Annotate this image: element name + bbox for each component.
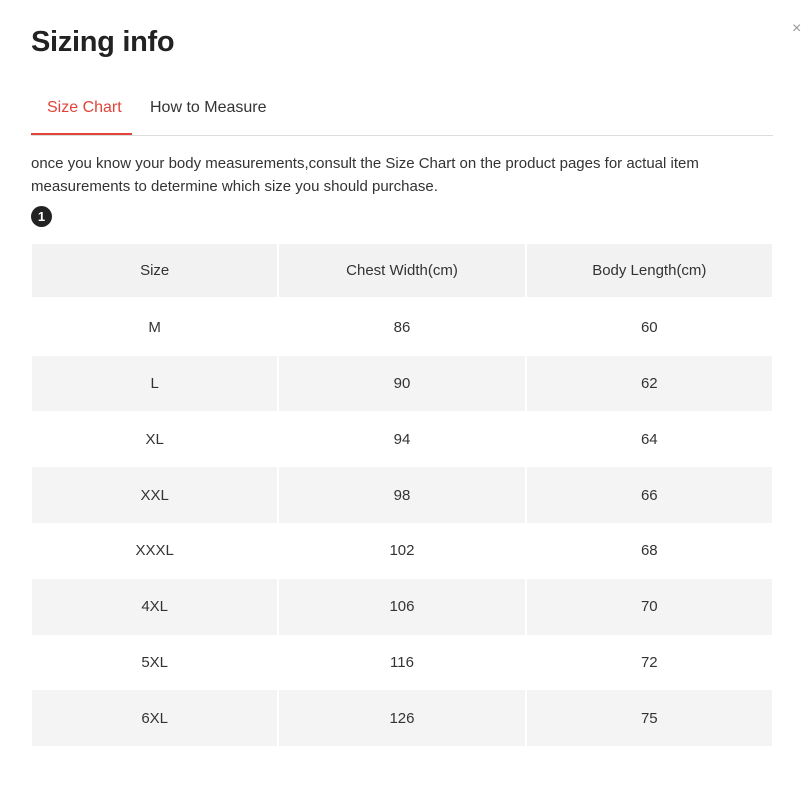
body-length-cell: 75 <box>527 690 772 746</box>
step-number-badge: 1 <box>31 206 52 227</box>
size-cell: 5XL <box>141 653 169 671</box>
body-length-cell: 60 <box>640 319 658 337</box>
table-header-row <box>32 244 772 300</box>
table-row <box>32 411 772 467</box>
body-length-cell: 66 <box>527 467 772 523</box>
chest-width-cell: 126 <box>279 690 524 746</box>
chest-width-cell: 106 <box>279 579 524 635</box>
size-cell: L <box>32 356 277 412</box>
table-row <box>32 523 772 579</box>
tab-how-to-measure[interactable]: How to Measure <box>150 99 267 116</box>
size-cell: XL <box>145 430 164 448</box>
size-cell: M <box>148 319 161 337</box>
column-header-size: Size <box>32 244 277 297</box>
table-row <box>32 690 772 746</box>
table-row <box>32 635 772 691</box>
column-header-body-length: Body Length(cm) <box>527 244 772 297</box>
chest-width-cell: 98 <box>279 467 524 523</box>
size-cell: 4XL <box>32 579 277 635</box>
close-icon[interactable]: × <box>792 20 801 37</box>
body-length-cell: 72 <box>640 653 658 671</box>
size-cell: XXXL <box>135 542 174 560</box>
size-cell: XXL <box>32 467 277 523</box>
chest-width-cell: 86 <box>393 319 411 337</box>
table-row <box>32 300 772 356</box>
size-cell: 6XL <box>32 690 277 746</box>
tab-bar <box>31 95 773 136</box>
body-length-cell: 70 <box>527 579 772 635</box>
body-length-cell: 64 <box>640 430 658 448</box>
tab-size-chart[interactable]: Size Chart <box>31 99 132 135</box>
table-row <box>32 579 772 635</box>
table-row <box>32 356 772 412</box>
chest-width-cell: 102 <box>389 542 415 560</box>
size-chart-table <box>32 244 772 746</box>
chest-width-cell: 116 <box>390 653 414 671</box>
table-row <box>32 467 772 523</box>
body-length-cell: 62 <box>527 356 772 412</box>
dialog-title: Sizing info <box>31 26 175 58</box>
chest-width-cell: 94 <box>393 430 411 448</box>
intro-text: once you know your body measurements,consult the Size Chart on the product pages for actual item measurements to determine which size you should purchase. <box>31 155 699 195</box>
column-header-chest-width: Chest Width(cm) <box>279 244 524 297</box>
chest-width-cell: 90 <box>279 356 524 412</box>
body-length-cell: 68 <box>640 542 658 560</box>
